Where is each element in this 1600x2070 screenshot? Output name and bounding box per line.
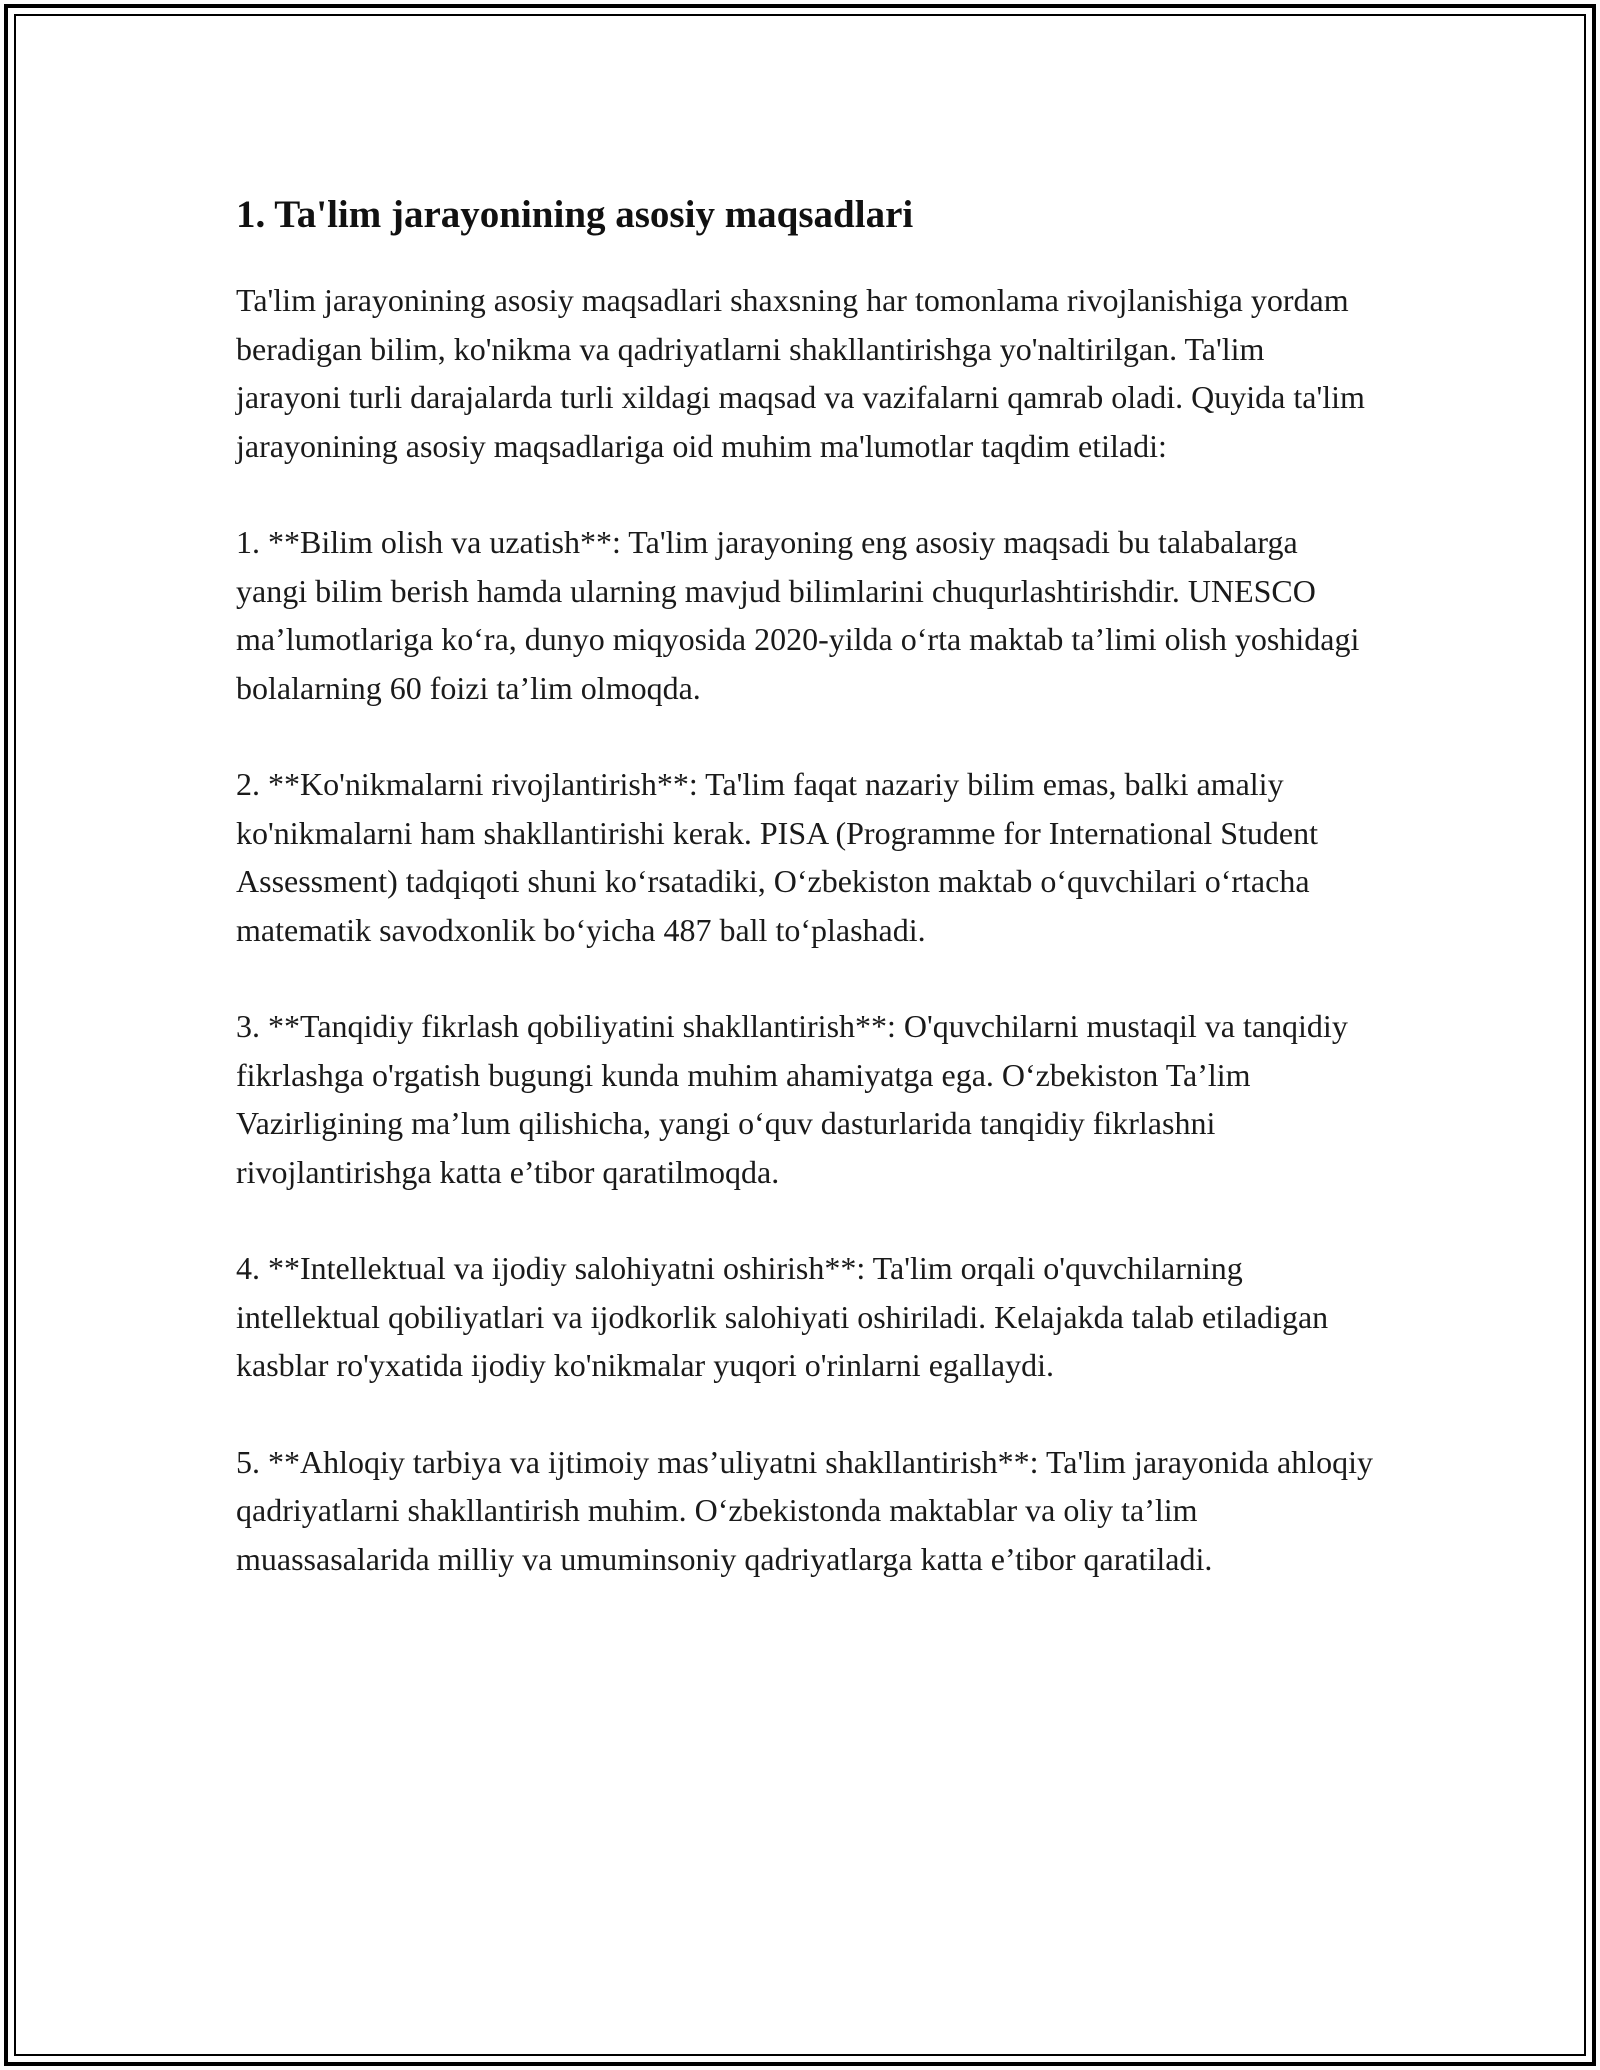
intro-paragraph: Ta'lim jarayonining asosiy maqsadlari shaxsning har tomonlama rivojlanishiga yordam beradigan bilim, ko'nikma va qadriyatlarni shakllantirishga yo'naltirilgan. Ta'lim jarayoni turli darajalarda turli xildagi maqsad va vazifalarni qamrab oladi. Quyida ta'lim jarayonining asosiy maqsadlariga oid muhim ma'lumotlar taqdim etiladi: [236,282,1365,464]
section-heading: 1. Ta'lim jarayonining asosiy maqsadlari [236,193,914,236]
list-item-2: 2. **Ko'nikmalarni rivojlantirish**: Ta'lim faqat nazariy bilim emas, balki amaliy ko'nikmalarni ham shakllantirishi kerak. PISA (Programme for International Student Assessment) tadqiqoti shuni ko‘rsatadiki, O‘zbekiston maktab o‘quvchilari o‘rtacha matematik savodxonlik bo‘yicha 487 ball to‘plashadi. [236,766,1318,948]
list-item-5: 5. **Ahloqiy tarbiya va ijtimoiy mas’uliyatni shakllantirish**: Ta'lim jarayonida ahloqiy qadriyatlarni shakllantirish muhim. O‘zbekistonda maktablar va oliy ta’lim muassasalarida milliy va umuminsoniy qadriyatlarga katta e’tibor qaratiladi. [236,1443,1373,1577]
list-item-3: 3. **Tanqidiy fikrlash qobiliyatini shakllantirish**: O'quvchilarni mustaqil va tanqidiy fikrlashga o'rgatish bugungi kunda muhim ahamiyatga ega. O‘zbekiston Ta’lim Vazirligining ma’lum qilishicha, yangi o‘quv dasturlarida tanqidiy fikrlashni rivojlantirishga katta e’tibor qaratilmoqda. [236,1008,1348,1190]
list-item-4: 4. **Intellektual va ijodiy salohiyatni oshirish**: Ta'lim orqali o'quvchilarning intellektual qobiliyatlari va ijodkorlik salohiyati oshiriladi. Kelajakda talab etiladigan kasblar ro'yxatida ijodiy ko'nikmalar yuqori o'rinlarni egallaydi. [236,1250,1329,1383]
document-body [236,182,1376,1631]
list-item-1: 1. **Bilim olish va uzatish**: Ta'lim jarayoning eng asosiy maqsadi bu talabalarga yangi bilim berish hamda ularning mavjud bilimlarini chuqurlashtirishdir. UNESCO ma’lumotlariga ko‘ra, dunyo miqyosida 2020-yilda o‘rta maktab ta’limi olish yoshidagi bolalarning 60 foizi ta’lim olmoqda. [236,524,1360,706]
